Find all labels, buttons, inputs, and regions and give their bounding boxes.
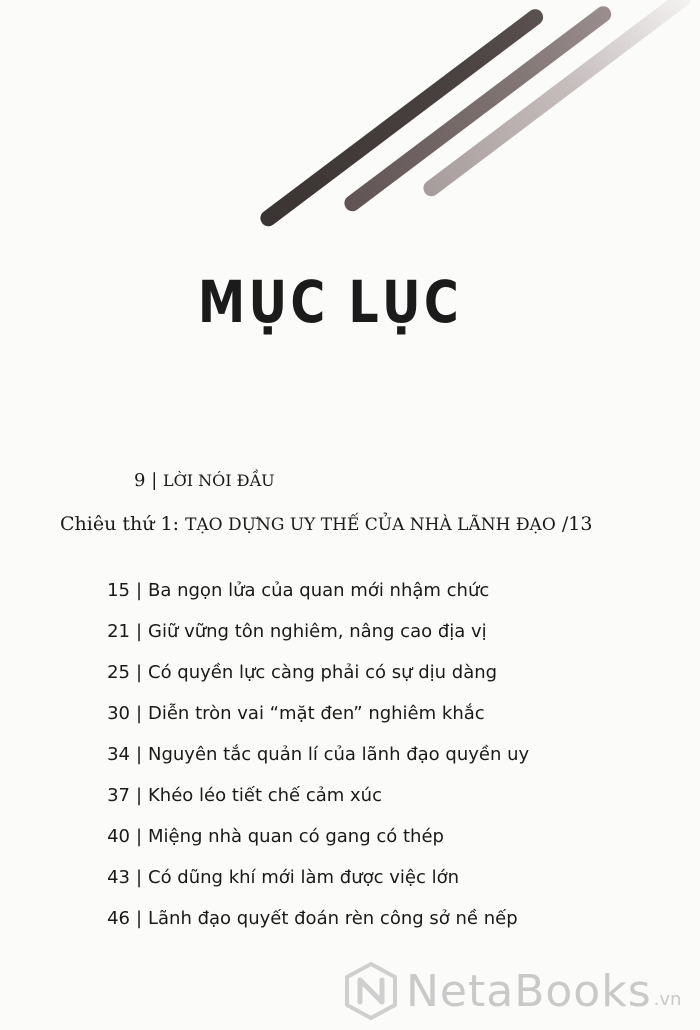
chapter-page-number: /13 [561,513,593,535]
toc-page-number: 15 [107,579,130,601]
intro-page-number: 9 [134,470,146,491]
toc-separator: | [135,661,143,683]
watermark-domain: .vn [653,988,682,1010]
watermark-brand: NetaBooks [406,965,652,1017]
toc-separator: | [135,620,143,642]
toc-entry-title: Miệng nhà quan có gang có thép [148,825,444,847]
toc-entry[interactable] [0,862,459,892]
netabooks-logo-icon [342,962,400,1020]
toc-page-number: 25 [107,661,130,683]
decorative-stripe-medium [341,3,614,214]
decorative-stripe-light [420,0,693,199]
watermark [342,962,681,1020]
toc-entry[interactable] [0,657,497,687]
toc-entry-title: Ba ngọn lửa của quan mới nhậm chức [148,579,490,601]
toc-entry-title: Giữ vững tôn nghiêm, nâng cao địa vị [148,620,487,642]
toc-entry[interactable] [0,903,518,933]
toc-entry-title: Khéo léo tiết chế cảm xúc [148,784,382,806]
toc-entry-title: Diễn tròn vai “mặt đen” nghiêm khắc [148,702,485,724]
toc-separator: | [135,825,143,847]
toc-entry-title: Có dũng khí mới làm được việc lớn [148,866,460,888]
toc-separator: | [135,702,143,724]
chapter-title: TẠO DỰNG UY THẾ CỦA NHÀ LÃNH ĐẠO [185,515,556,535]
toc-entry[interactable] [0,739,529,769]
toc-entry-title: Có quyền lực càng phải có sự dịu dàng [148,661,498,683]
toc-entry[interactable] [0,698,485,728]
intro-separator: | [151,470,158,491]
chapter-label: Chiêu thứ 1: [60,513,180,535]
chapter-heading[interactable] [60,513,592,535]
toc-entry[interactable] [0,821,444,851]
toc-entry-title: Nguyên tắc quản lí của lãnh đạo quyền uy [148,743,530,765]
toc-page-number: 34 [107,743,130,765]
toc-entry[interactable] [0,780,382,810]
toc-separator: | [135,907,143,929]
page-title: MỤC LỤC [197,268,463,336]
toc-entry-title: Lãnh đạo quyết đoán rèn công sở nề nếp [148,907,518,929]
toc-page-number: 43 [107,866,130,888]
toc-page-number: 30 [107,702,130,724]
toc-separator: | [135,579,143,601]
toc-entry[interactable] [0,575,489,605]
toc-page-number: 46 [107,907,130,929]
toc-entry[interactable] [0,616,487,646]
intro-entry[interactable] [134,470,275,491]
intro-label: LỜI NÓI ĐẦU [163,471,275,490]
toc-separator: | [135,743,143,765]
toc-separator: | [135,784,143,806]
decorative-stripe-dark [257,6,546,229]
toc-page-number: 40 [107,825,130,847]
toc-page-number: 37 [107,784,130,806]
toc-page-number: 21 [107,620,130,642]
toc-separator: | [135,866,143,888]
